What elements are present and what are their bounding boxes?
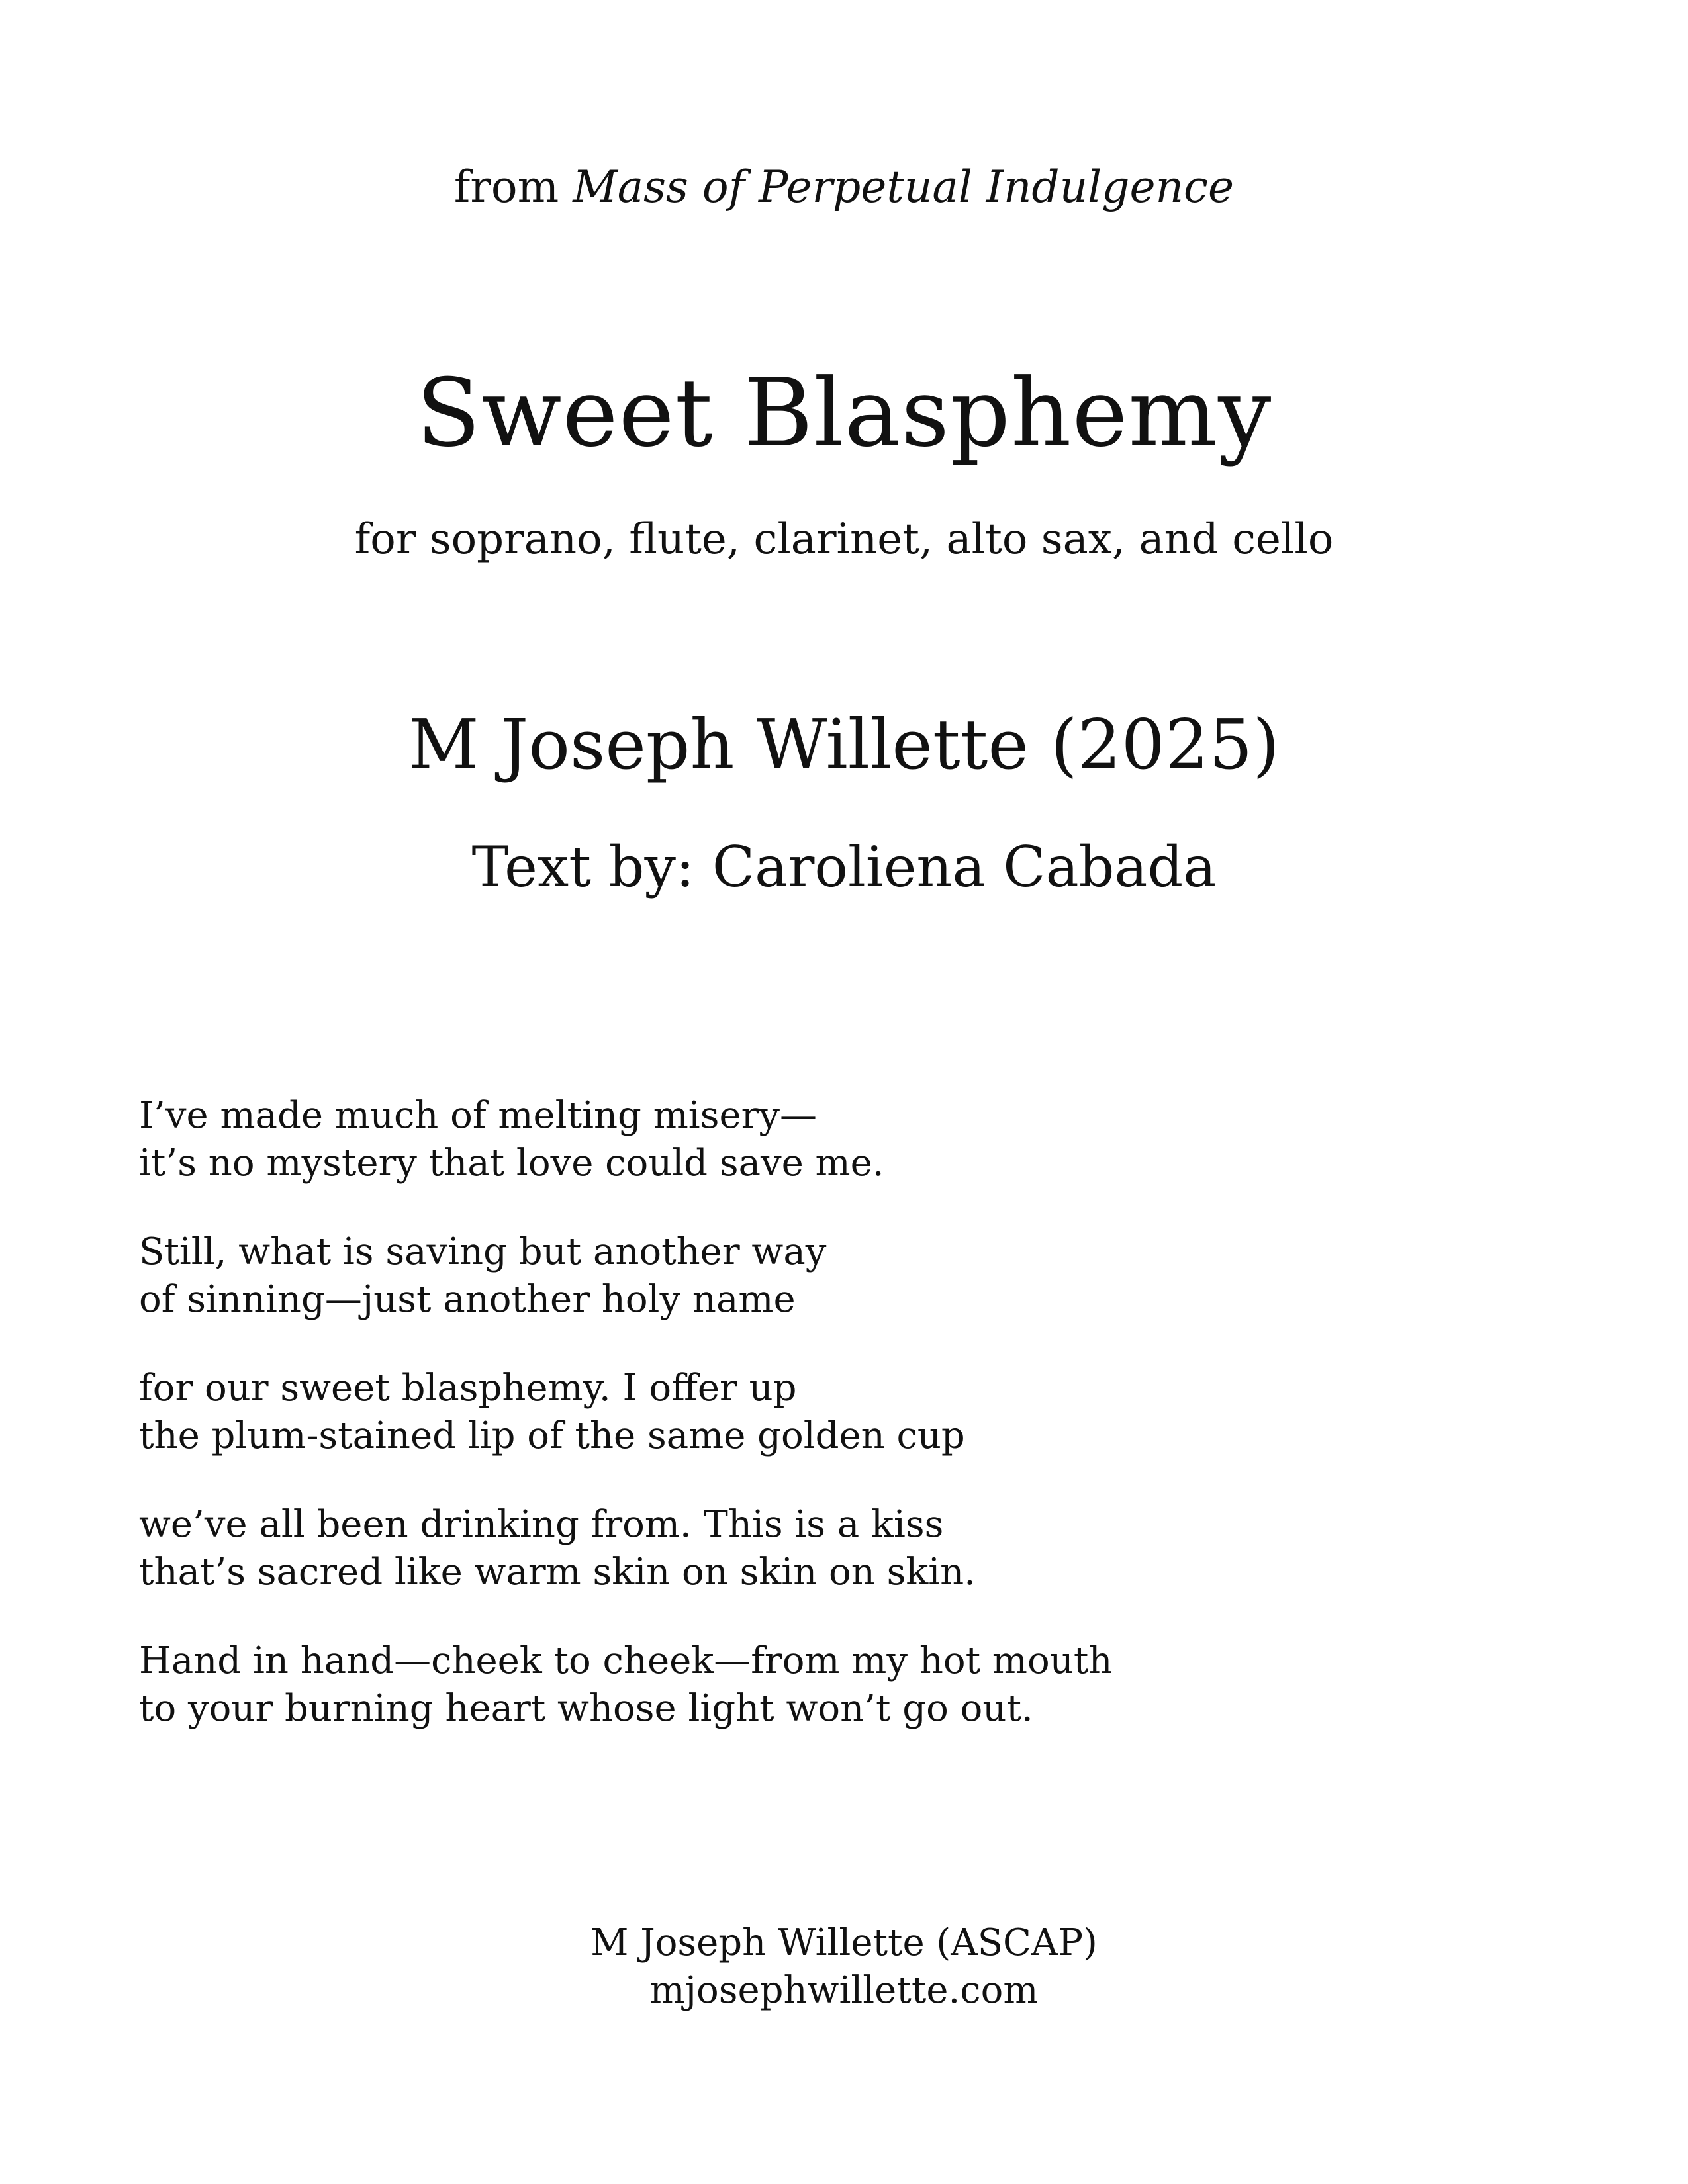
poem-line: Still, what is saving but another way [139,1230,827,1273]
poem-line: for our sweet blasphemy. I offer up [139,1367,797,1410]
poem-line: I’ve made much of melting misery— [139,1094,817,1137]
poem-text [139,1092,1529,1774]
text-credit: Text by: Caroliena Cabada [471,835,1217,899]
poem-stanza [139,1637,1529,1733]
website-link[interactable]: mjosephwillette.com [649,1969,1039,2012]
parent-work-title: Mass of Perpetual Indulgence [573,161,1235,212]
publisher-line: M Joseph Willette (ASCAP) [590,1921,1098,1964]
footer [0,1919,1688,2015]
poem-stanza [139,1228,1529,1324]
parent-work-line [0,158,1688,217]
from-prefix: from [453,161,559,212]
composer-line: M Joseph Willette (2025) [408,704,1280,785]
piece-title: Sweet Blasphemy [416,359,1272,468]
poem-stanza [139,1501,1529,1596]
poem-line: to your burning heart whose light won’t go out. [139,1687,1033,1730]
poem-line: that’s sacred like warm skin on skin on skin. [139,1551,976,1594]
poem-line: the plum-stained lip of the same golden cup [139,1414,965,1457]
poem-line: it’s no mystery that love could save me. [139,1142,884,1185]
poem-line: Hand in hand—cheek to cheek—from my hot mouth [139,1639,1113,1682]
poem-stanza [139,1365,1529,1460]
poem-line: we’ve all been drinking from. This is a kiss [139,1503,944,1546]
poem-stanza [139,1092,1529,1187]
poem-line: of sinning—just another holy name [139,1278,796,1321]
instrumentation: for soprano, flute, clarinet, alto sax, and cello [354,515,1334,564]
